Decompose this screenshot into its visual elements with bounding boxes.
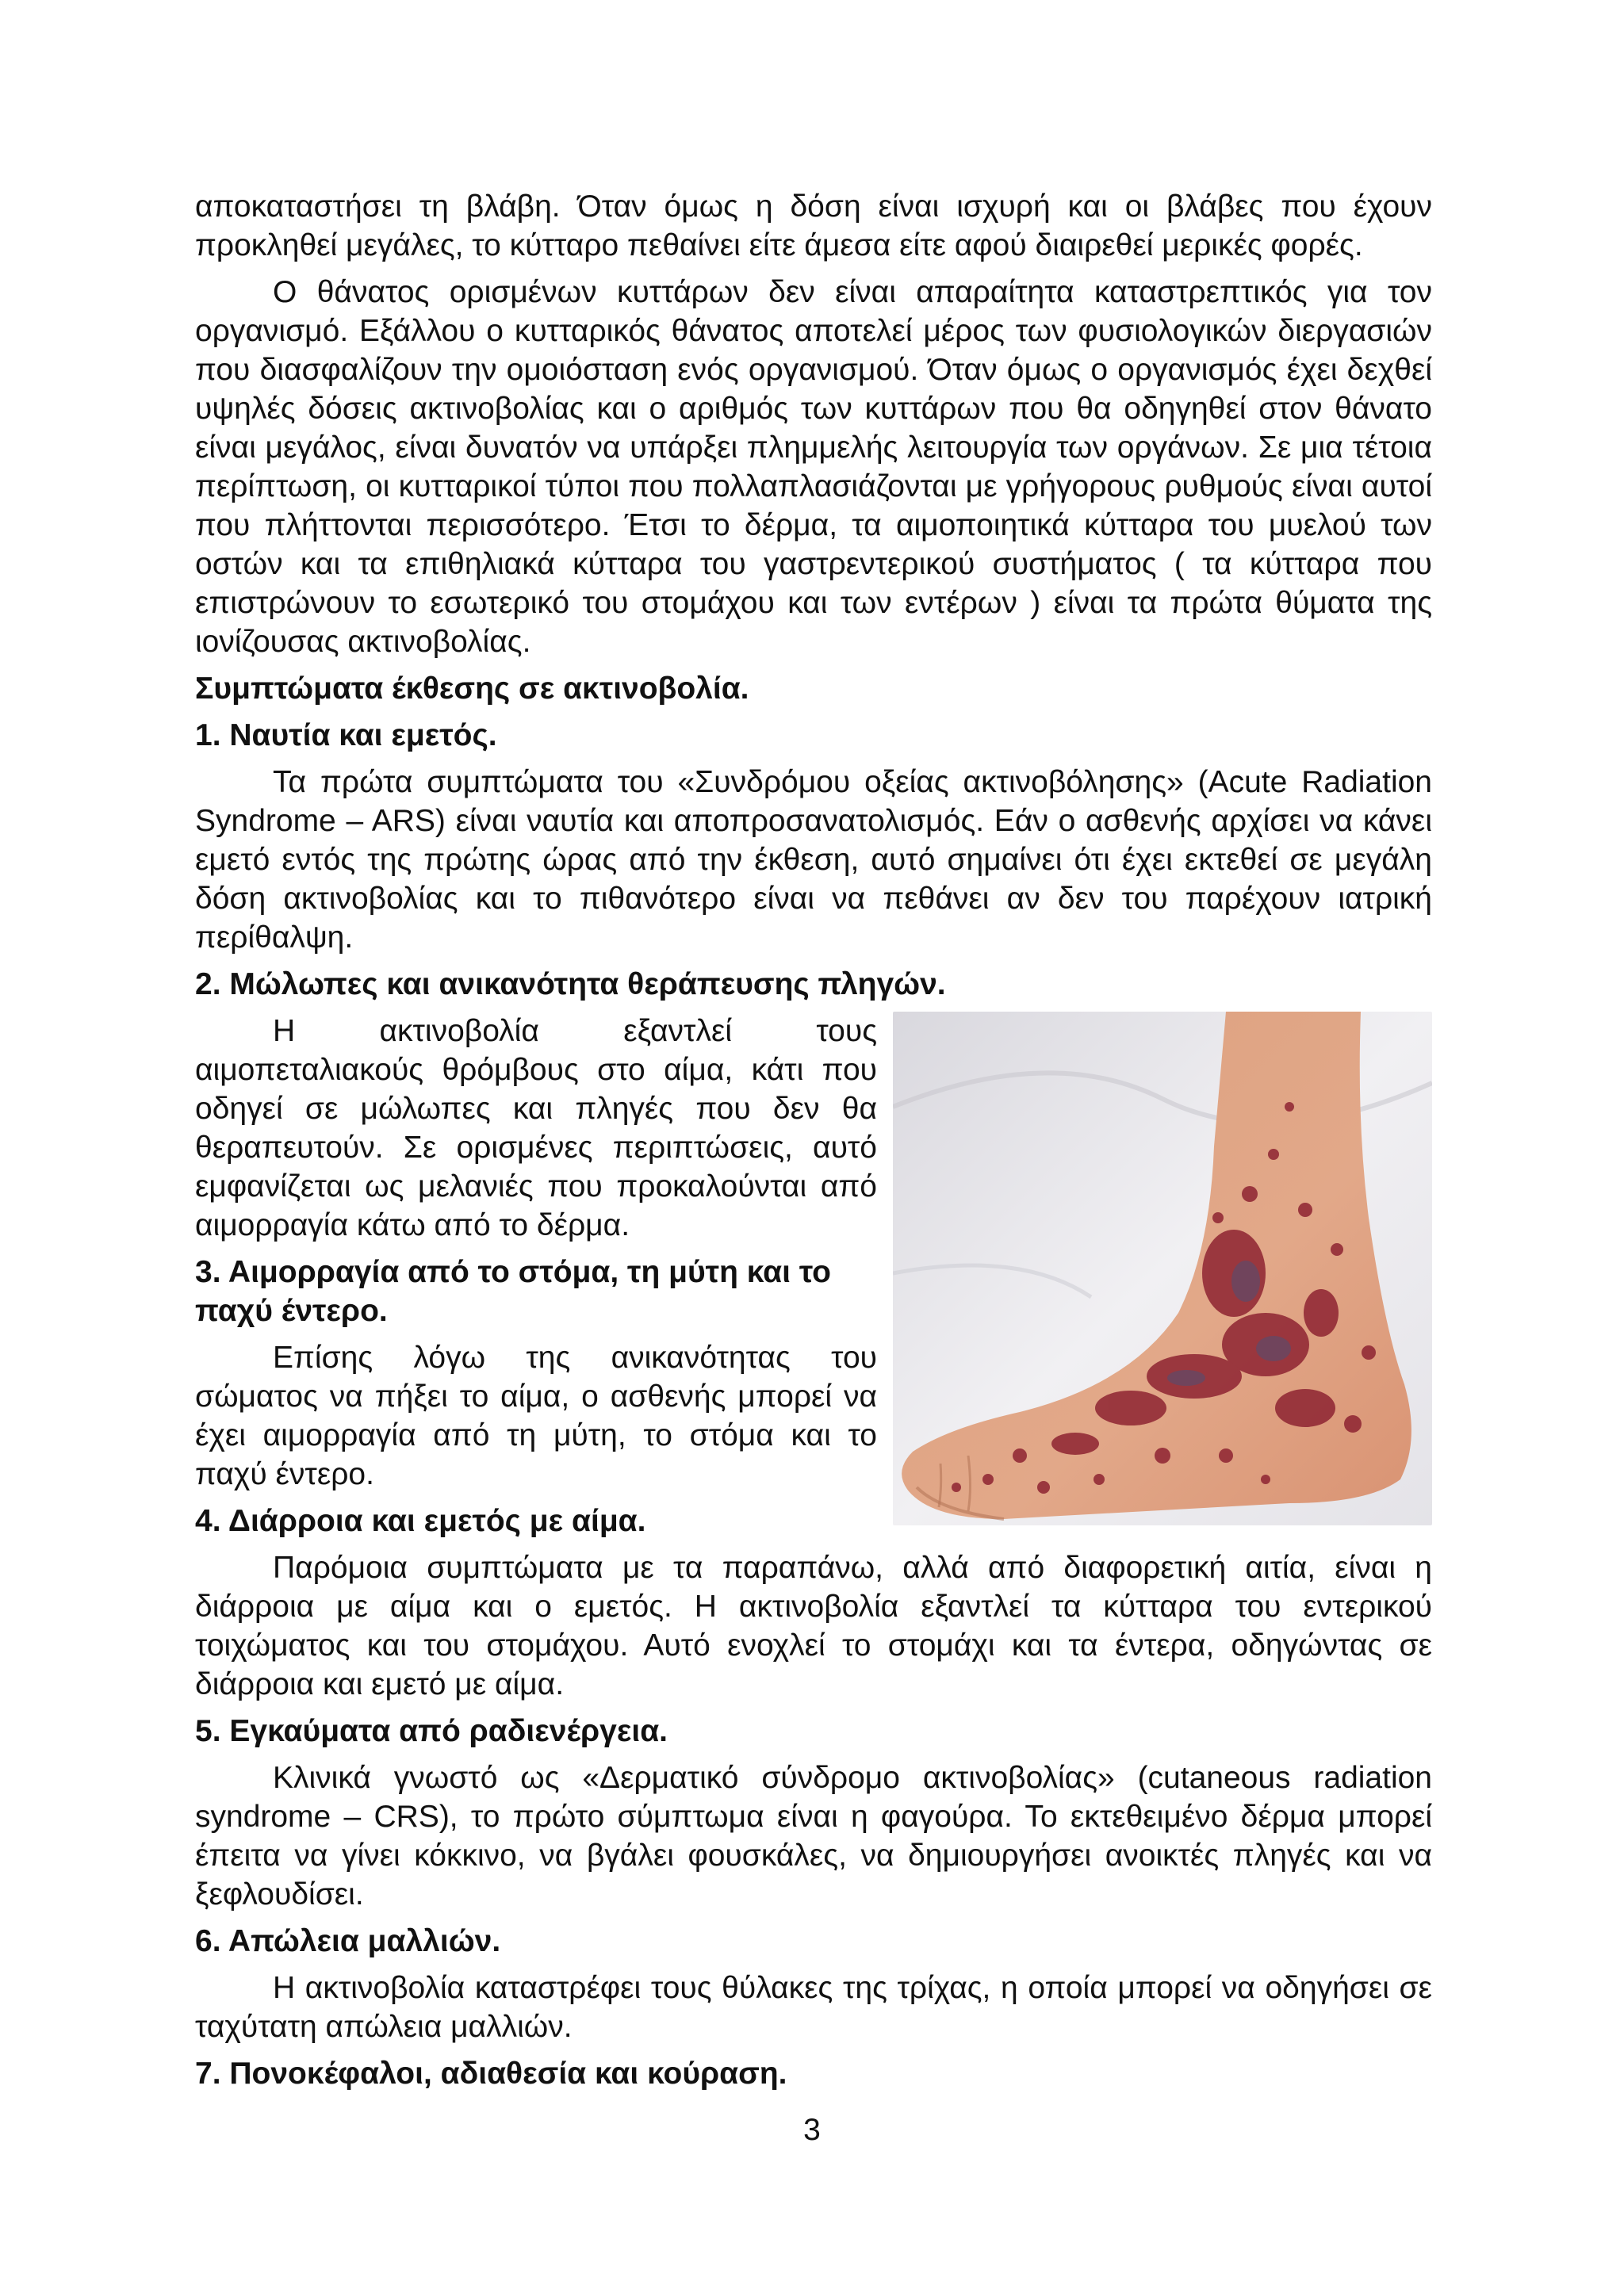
page-number: 3 bbox=[803, 2113, 821, 2147]
foot-bruises-photo bbox=[893, 1012, 1432, 1525]
foot-with-radiation-bruises-icon bbox=[893, 1012, 1432, 1525]
paragraph-cell-death: Ο θάνατος ορισμένων κυττάρων δεν είναι απαραίτητα καταστρεπτικός για τον οργανισμό. Εξάλλου ο κυτταρικός θάνατος αποτελεί μέρος των φυσιολογικών διεργασιών που διασφαλίζουν την ομοιόσταση ενός οργανισμού. Όταν όμως ο οργανισμός έχει δεχθεί υψηλές δόσεις ακτινοβολίας και ο αριθμός των κυττάρων που θα οδηγηθεί στον θάνατο είναι μεγάλος, είναι δυνατόν να υπάρξει πλημμελής λειτουργία των οργάνων. Σε μια τέτοια περίπτωση, οι κυτταρικοί τύποι που πολλαπλασιάζονται με γρήγορους ρυθμούς είναι αυτοί που πλήττονται περισσότερο. Έτσι το δέρμα, τα αιμοποιητικά κύτταρα του μυελού των οστών και τα επιθηλιακά κύτταρα του γαστρεντερικού συστήματος ( τα κύτταρα που επιστρώνουν το εσωτερικό του στομάχου και των εντέρων ) είναι τα πρώτα θύματα της ιονίζουσας ακτινοβολίας. bbox=[195, 275, 1432, 659]
paragraph-hair-loss: Η ακτινοβολία καταστρέφει τους θύλακες της τρίχας, η οποία μπορεί να οδηγήσει σε ταχύτατη απώλεια μαλλιών. bbox=[195, 1971, 1432, 2044]
paragraph-intro: αποκαταστήσει τη βλάβη. Όταν όμως η δόση είναι ισχυρή και οι βλάβες που έχουν προκληθεί μεγάλες, το κύτταρο πεθαίνει είτε άμεσα είτε αφού διαιρεθεί μερικές φορές. bbox=[195, 189, 1432, 262]
heading-headaches: 7. Πονοκέφαλοι, αδιαθεσία και κούραση. bbox=[195, 2057, 787, 2091]
document-page bbox=[195, 187, 1432, 2101]
paragraph-burns: Κλινικά γνωστό ως «Δερματικό σύνδρομο ακτινοβολίας» (cutaneous radiation syndrome – CRS), το πρώτο σύμπτωμα είναι η φαγούρα. Το εκτεθειμένο δέρμα μπορεί έπειτα να γίνει κόκκινο, να βγάλει φουσκάλες, να δημιουργήσει ανοικτές πληγές και να ξεφλουδίσει. bbox=[195, 1761, 1432, 1911]
paragraph-diarrhea: Παρόμοια συμπτώματα με τα παραπάνω, αλλά από διαφορετική αιτία, είναι η διάρροια με αίμα και ο εμετός. Η ακτινοβολία εξαντλεί τα κύτταρα του εντερικού τοιχώματος και του στομάχου. Αυτό ενοχλεί το στομάχι και τα έντερα, οδηγώντας σε διάρροια και εμετό με αίμα. bbox=[195, 1551, 1432, 1701]
paragraph-bleeding: Επίσης λόγω της ανικανότητας του σώματος να πήξει το αίμα, ο ασθενής μπορεί να έχει αιμορραγία από τη μύτη, το στόμα και το παχύ έντερο. bbox=[195, 1341, 877, 1491]
heading-nausea: 1. Ναυτία και εμετός. bbox=[195, 718, 497, 752]
paragraph-nausea: Τα πρώτα συμπτώματα του «Συνδρόμου οξείας ακτινοβόλησης» (Acute Radiation Syndrome – ARS) είναι ναυτία και αποπροσανατολισμός. Εάν ο ασθενής αρχίσει να κάνει εμετό εντός της πρώτης ώρας από την έκθεση, αυτό σημαίνει ότι έχει εκτεθεί σε μεγάλη δόση ακτινοβολίας και το πιθανότερο είναι να πεθάνει αν δεν του παρέχουν ιατρική περίθαλψη. bbox=[195, 765, 1432, 955]
heading-bruises: 2. Μώλωπες και ανικανότητα θεράπευσης πληγών. bbox=[195, 967, 946, 1001]
heading-bleeding: 3. Αιμορραγία από το στόμα, τη μύτη και το παχύ έντερο. bbox=[195, 1255, 831, 1328]
heading-diarrhea: 4. Διάρροια και εμετός με αίμα. bbox=[195, 1504, 646, 1538]
heading-burns: 5. Εγκαύματα από ραδιενέργεια. bbox=[195, 1714, 668, 1748]
section-heading-symptoms: Συμπτώματα έκθεσης σε ακτινοβολία. bbox=[195, 672, 749, 706]
heading-hair-loss: 6. Απώλεια μαλλιών. bbox=[195, 1924, 501, 1958]
photo-text-wrap bbox=[195, 1012, 1432, 1548]
paragraph-bruises: Η ακτινοβολία εξαντλεί τους αιμοπεταλιακούς θρόμβους στο αίμα, κάτι που οδηγεί σε μώλωπες και πληγές που δεν θα θεραπευτούν. Σε ορισμένες περιπτώσεις, αυτό εμφανίζεται ως μελανιές που προκαλούνται από αιμορραγία κάτω από το δέρμα. bbox=[195, 1014, 877, 1242]
